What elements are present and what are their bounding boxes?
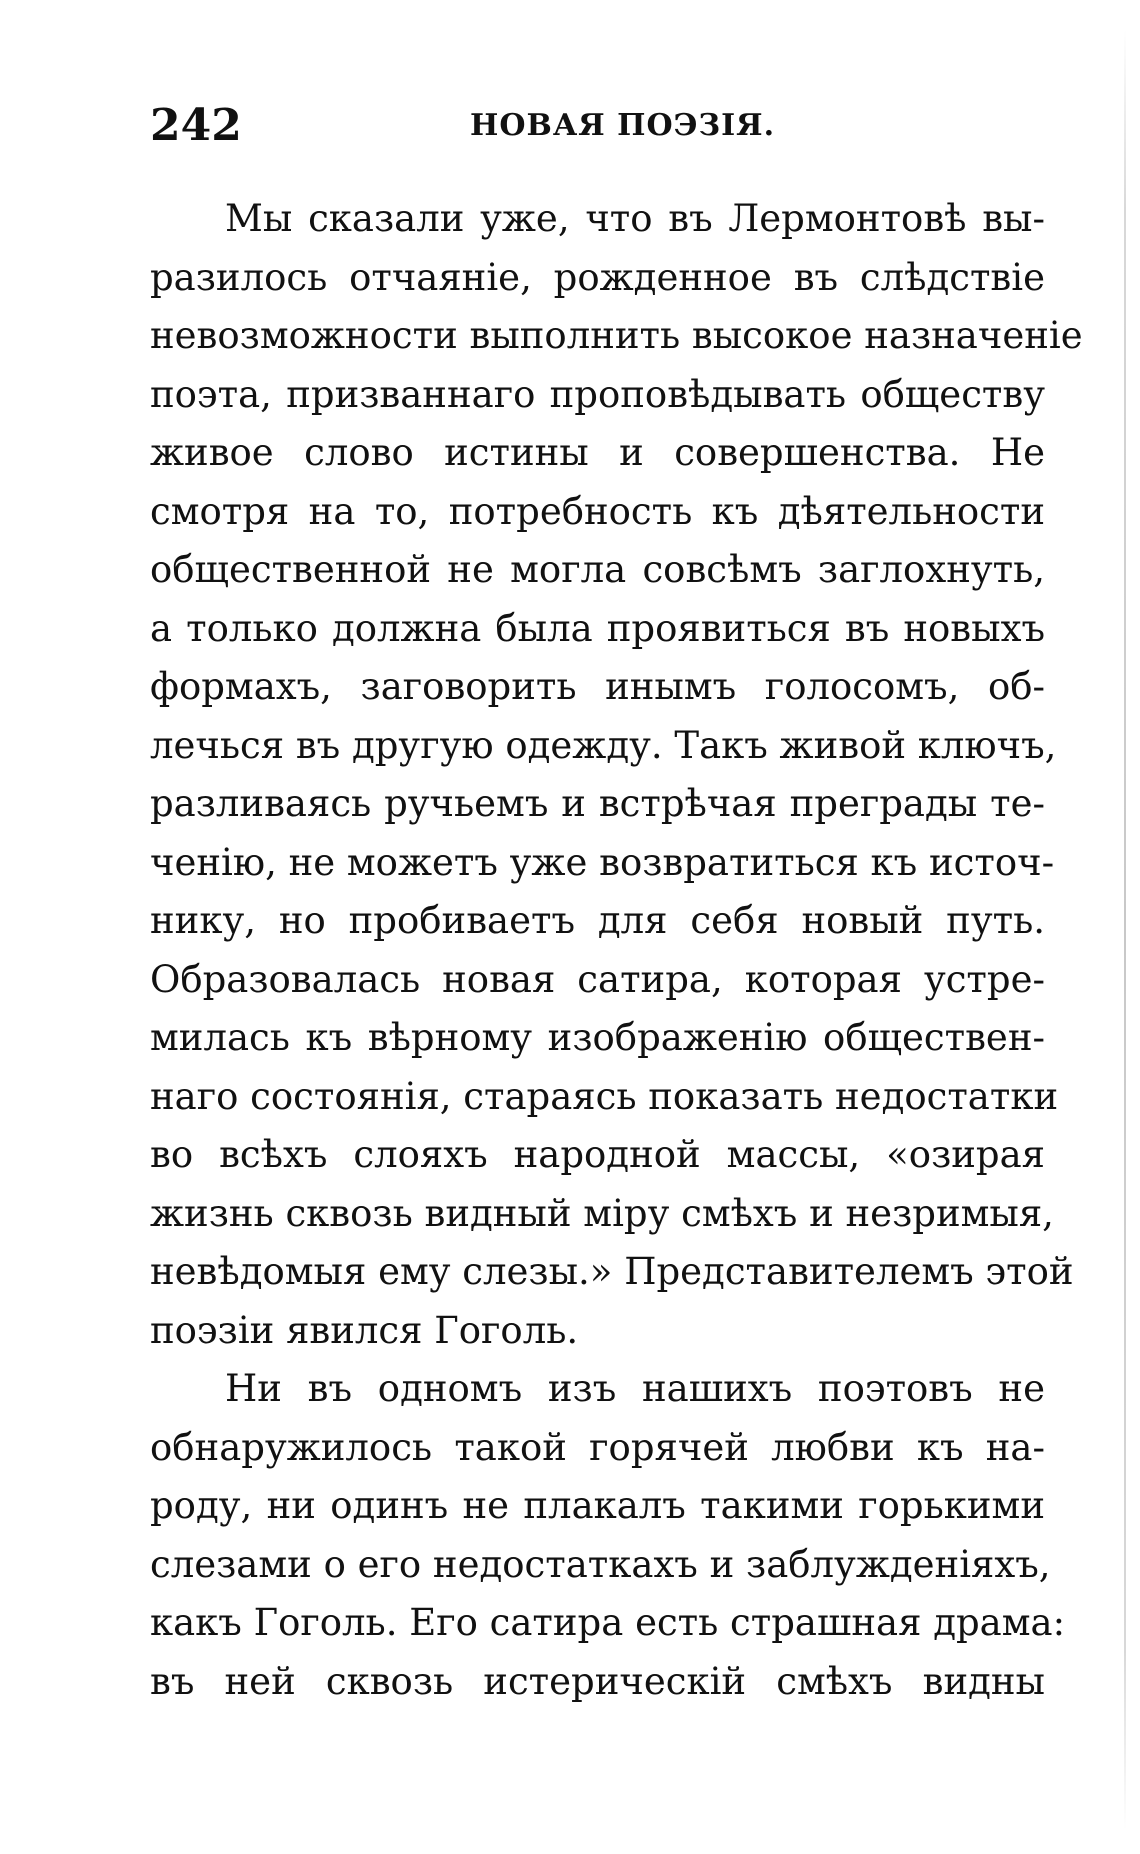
- body-text: [150, 190, 1083, 1711]
- text-line: живое слово истины и совершенства. Не: [150, 431, 1045, 474]
- text-line: Мы сказали уже, что въ Лермонтовѣ вы-: [225, 197, 1045, 240]
- text-line: разливаясь ручьемъ и встрѣчая преграды те-: [150, 782, 1045, 825]
- text-line: роду, ни одинъ не плакалъ такими горькими: [150, 1484, 1045, 1527]
- text-line: невозможности выполнить высокое назначеніе: [150, 314, 1083, 357]
- text-line: ченію, не можетъ уже возвратиться къ источ-: [150, 840, 1055, 884]
- text-line: въ ней сквозь истерическій смѣхъ видны: [150, 1659, 1045, 1703]
- text-line: общественной не могла совсѣмъ заглохнуть,: [150, 548, 1045, 591]
- text-line: нику, но пробиваетъ для себя новый путь.: [150, 899, 1045, 942]
- page-header: [150, 96, 1040, 156]
- text-line: жизнь сквозь видный міру смѣхъ и незримыя,: [150, 1191, 1054, 1235]
- text-line: поэта, призваннаго проповѣдывать обществу: [150, 372, 1045, 416]
- scan-edge-shadow: [1124, 30, 1126, 1830]
- running-head: НОВАЯ ПОЭЗІЯ.: [470, 108, 776, 143]
- page-number: 242: [150, 100, 242, 151]
- text-line: невѣдомыя ему слезы.» Представителемъ этой: [150, 1250, 1074, 1293]
- text-line: наго состоянія, стараясь показать недостатки: [150, 1074, 1059, 1118]
- text-line: разилось отчаяніе, рожденное въ слѣдствіе: [150, 255, 1045, 299]
- text-line: обнаружилось такой горячей любви къ на-: [150, 1425, 1045, 1469]
- text-line: милась къ вѣрному изображенію обществен-: [150, 1016, 1045, 1059]
- text-line: поэзіи явился Гоголь.: [150, 1308, 579, 1352]
- text-line: формахъ, заговорить инымъ голосомъ, об-: [150, 665, 1045, 708]
- text-line: а только должна была проявиться въ новыхъ: [150, 606, 1045, 650]
- text-line: Ни въ одномъ изъ нашихъ поэтовъ не: [225, 1367, 1045, 1410]
- text-line: во всѣхъ слояхъ народной массы, «озирая: [150, 1133, 1045, 1176]
- paragraph-1: [150, 190, 1083, 1360]
- text-line: слезами о его недостаткахъ и заблужденіяхъ,: [150, 1542, 1051, 1586]
- text-line: смотря на то, потребность къ дѣятельности: [150, 489, 1045, 533]
- text-line: Образовалась новая сатира, которая устре-: [150, 957, 1045, 1001]
- text-line: какъ Гоголь. Его сатира есть страшная драма:: [150, 1601, 1066, 1644]
- paragraph-2: [150, 1360, 1066, 1711]
- text-line: лечься въ другую одежду. Такъ живой ключъ,: [150, 723, 1057, 767]
